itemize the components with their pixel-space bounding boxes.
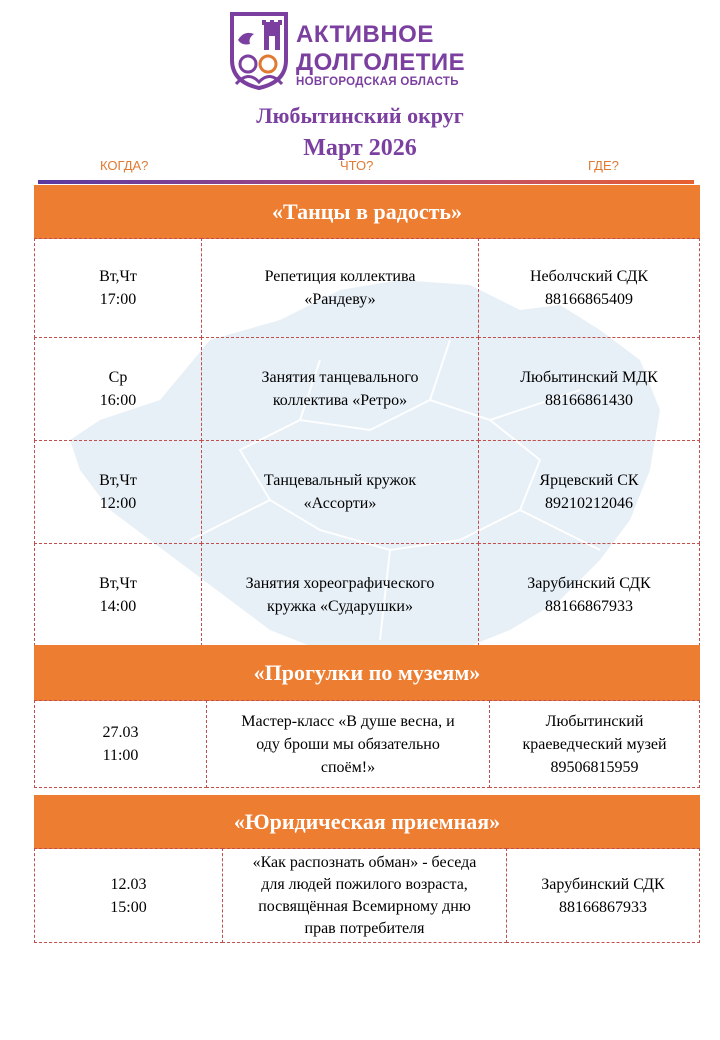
district-title: Любытинский округ [256, 103, 464, 128]
table-cell-when: Вт,Чт 12:00 [34, 440, 202, 544]
table-cell-where: Любытинский МДК 88166861430 [478, 337, 700, 441]
table-cell-where: Зарубинский СДК 88166867933 [506, 848, 700, 943]
header-divider [38, 180, 694, 184]
logo-text-line3: НОВГОРОДСКАЯ ОБЛАСТЬ [296, 76, 459, 88]
table-cell-when: 12.03 15:00 [34, 848, 223, 943]
section-title-museums: «Прогулки по музеям» [34, 645, 700, 701]
section-title-legal: «Юридическая приемная» [34, 795, 700, 849]
table-cell-what: Танцевальный кружок «Ассорти» [201, 440, 479, 544]
table-cell-what: Занятия хореографического кружка «Сударушки» [201, 543, 479, 646]
table-cell-when: 27.03 11:00 [34, 700, 207, 788]
emblem-icon [228, 10, 290, 90]
column-header-what: ЧТО? [340, 158, 374, 173]
table-cell-where: Любытинский краеведческий музей 89506815959 [489, 700, 700, 788]
logo-text-line2: ДОЛГОЛЕТИЕ [296, 49, 466, 76]
table-cell-when: Вт,Чт 17:00 [34, 238, 202, 338]
table-cell-what: «Как распознать обман» - беседа для людей пожилого возраста, посвящённая Всемирному дню прав потребителя [222, 848, 507, 943]
column-header-where: ГДЕ? [588, 158, 619, 173]
table-cell-where: Неболчский СДК 88166865409 [478, 238, 700, 338]
month-title: Март 2026 [303, 135, 417, 161]
table-cell-what: Репетиция коллектива «Рандеву» [201, 238, 479, 338]
table-cell-when: Ср 16:00 [34, 337, 202, 441]
table-cell-where: Зарубинский СДК 88166867933 [478, 543, 700, 646]
logo-active-longevity [228, 10, 503, 92]
table-cell-when: Вт,Чт 14:00 [34, 543, 202, 646]
column-header-when: КОГДА? [100, 158, 149, 173]
logo-text-line1: АКТИВНОЕ [296, 21, 434, 48]
section-title-dances: «Танцы в радость» [34, 185, 700, 239]
table-cell-where: Ярцевский СК 89210212046 [478, 440, 700, 544]
table-cell-what: Мастер-класс «В душе весна, и оду броши мы обязательно споём!» [206, 700, 490, 788]
table-cell-what: Занятия танцевального коллектива «Ретро» [201, 337, 479, 441]
